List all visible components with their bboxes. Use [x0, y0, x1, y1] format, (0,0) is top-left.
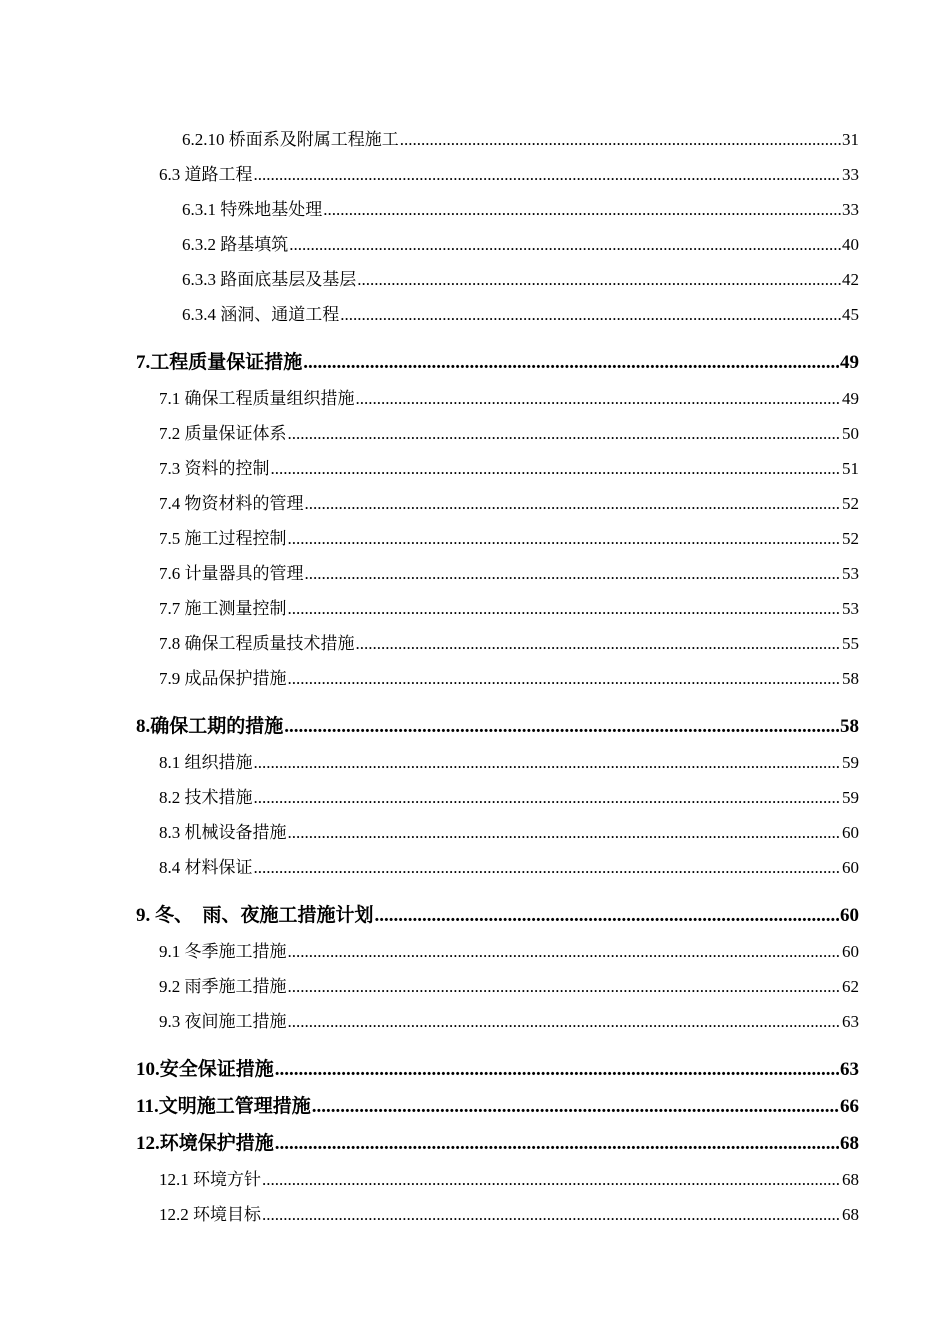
- dot-leader: [340, 297, 841, 332]
- toc-entry-label: 9.2 雨季施工措施: [159, 977, 287, 996]
- dot-leader: [356, 381, 842, 416]
- toc-entry[interactable]: [136, 381, 859, 416]
- toc-chapter-label: 8.确保工期的措施: [136, 716, 284, 737]
- toc-entry-page: 45: [842, 305, 859, 324]
- toc-entry-page: 60: [842, 942, 859, 961]
- toc-entry-label: 6.3.3 路面底基层及基层: [182, 270, 357, 289]
- toc-chapter[interactable]: [136, 1051, 859, 1088]
- toc-entry-label: 12.1 环境方针: [159, 1170, 261, 1189]
- toc-entry-label: 7.8 确保工程质量技术措施: [159, 634, 355, 653]
- toc-entry[interactable]: [136, 591, 859, 626]
- toc-entry-label: 12.2 环境目标: [159, 1205, 261, 1224]
- toc-entry-label: 8.2 技术措施: [159, 788, 253, 807]
- toc-entry-page: 52: [842, 529, 859, 548]
- toc-entry-label: 6.3 道路工程: [159, 165, 253, 184]
- toc-chapter-page: 49: [840, 352, 859, 373]
- toc-chapter[interactable]: [136, 344, 859, 381]
- toc-entry-label: 7.1 确保工程质量组织措施: [159, 389, 355, 408]
- dot-leader: [288, 591, 842, 626]
- toc-entry-page: 60: [842, 858, 859, 877]
- toc-entry[interactable]: [136, 297, 859, 332]
- dot-leader: [275, 1051, 839, 1088]
- dot-leader: [288, 934, 842, 969]
- toc-chapter-label: 9. 冬、 雨、夜施工措施计划: [136, 905, 374, 926]
- dot-leader: [284, 708, 839, 745]
- dot-leader: [305, 486, 842, 521]
- dot-leader: [288, 521, 842, 556]
- dot-leader: [275, 1125, 839, 1162]
- toc-entry[interactable]: [136, 850, 859, 885]
- dot-leader: [312, 1088, 839, 1125]
- dot-leader: [271, 451, 842, 486]
- toc-entry[interactable]: [136, 969, 859, 1004]
- toc-chapter-label: 7.工程质量保证措施: [136, 352, 303, 373]
- toc-entry-label: 8.1 组织措施: [159, 753, 253, 772]
- toc-entry-page: 33: [842, 165, 859, 184]
- toc-entry-label: 8.3 机械设备措施: [159, 823, 287, 842]
- toc-chapter-page: 66: [840, 1096, 859, 1117]
- dot-leader: [288, 416, 842, 451]
- dot-leader: [254, 850, 842, 885]
- toc-entry-label: 7.5 施工过程控制: [159, 529, 287, 548]
- toc-entry-page: 63: [842, 1012, 859, 1031]
- dot-leader: [288, 661, 842, 696]
- toc-entry[interactable]: [136, 934, 859, 969]
- dot-leader: [254, 780, 842, 815]
- toc-entry[interactable]: [136, 815, 859, 850]
- toc-entry[interactable]: [136, 192, 859, 227]
- table-of-contents: [136, 122, 859, 1232]
- toc-entry-page: 40: [842, 235, 859, 254]
- dot-leader: [289, 227, 841, 262]
- toc-entry-label: 6.3.1 特殊地基处理: [182, 200, 323, 219]
- toc-entry-label: 7.3 资料的控制: [159, 459, 270, 478]
- dot-leader: [357, 262, 841, 297]
- toc-entry-label: 9.3 夜间施工措施: [159, 1012, 287, 1031]
- toc-entry-page: 51: [842, 459, 859, 478]
- toc-entry-page: 58: [842, 669, 859, 688]
- toc-chapter-page: 68: [840, 1133, 859, 1154]
- toc-chapter[interactable]: [136, 1088, 859, 1125]
- toc-entry[interactable]: [136, 1004, 859, 1039]
- toc-chapter-label: 12.环境保护措施: [136, 1133, 274, 1154]
- toc-entry-page: 50: [842, 424, 859, 443]
- dot-leader: [375, 897, 839, 934]
- toc-chapter[interactable]: [136, 708, 859, 745]
- toc-entry-label: 7.6 计量器具的管理: [159, 564, 304, 583]
- dot-leader: [262, 1162, 841, 1197]
- toc-entry-page: 55: [842, 634, 859, 653]
- toc-entry-label: 9.1 冬季施工措施: [159, 942, 287, 961]
- dot-leader: [288, 1004, 842, 1039]
- toc-entry-page: 52: [842, 494, 859, 513]
- toc-entry-page: 53: [842, 564, 859, 583]
- toc-entry-page: 31: [842, 130, 859, 149]
- toc-entry-label: 6.3.4 涵洞、通道工程: [182, 305, 340, 324]
- toc-chapter-label: 10.安全保证措施: [136, 1059, 274, 1080]
- toc-entry-page: 49: [842, 389, 859, 408]
- toc-entry[interactable]: [136, 122, 859, 157]
- toc-entry-label: 7.9 成品保护措施: [159, 669, 287, 688]
- dot-leader: [356, 626, 842, 661]
- toc-entry[interactable]: [136, 1162, 859, 1197]
- toc-entry-label: 7.4 物资材料的管理: [159, 494, 304, 513]
- dot-leader: [254, 157, 842, 192]
- toc-entry-label: 7.7 施工测量控制: [159, 599, 287, 618]
- toc-entry[interactable]: [136, 227, 859, 262]
- toc-entry-page: 60: [842, 823, 859, 842]
- toc-entry-page: 53: [842, 599, 859, 618]
- toc-entry[interactable]: [136, 1197, 859, 1232]
- dot-leader: [323, 192, 841, 227]
- toc-chapter-label: 11.文明施工管理措施: [136, 1096, 311, 1117]
- toc-chapter[interactable]: [136, 897, 859, 934]
- toc-entry[interactable]: [136, 780, 859, 815]
- dot-leader: [305, 556, 842, 591]
- toc-entry-label: 7.2 质量保证体系: [159, 424, 287, 443]
- dot-leader: [262, 1197, 841, 1232]
- toc-entry-page: 33: [842, 200, 859, 219]
- toc-entry-page: 59: [842, 788, 859, 807]
- toc-entry-label: 8.4 材料保证: [159, 858, 253, 877]
- toc-entry[interactable]: [136, 556, 859, 591]
- toc-entry[interactable]: [136, 745, 859, 780]
- dot-leader: [288, 969, 842, 1004]
- toc-entry-page: 62: [842, 977, 859, 996]
- toc-chapter-page: 60: [840, 905, 859, 926]
- toc-chapter[interactable]: [136, 1125, 859, 1162]
- toc-entry[interactable]: [136, 521, 859, 556]
- toc-chapter-page: 58: [840, 716, 859, 737]
- toc-entry-page: 68: [842, 1205, 859, 1224]
- toc-entry-page: 68: [842, 1170, 859, 1189]
- dot-leader: [288, 815, 842, 850]
- toc-entry-page: 59: [842, 753, 859, 772]
- dot-leader: [303, 344, 839, 381]
- toc-entry[interactable]: [136, 262, 859, 297]
- toc-chapter-page: 63: [840, 1059, 859, 1080]
- toc-entry[interactable]: [136, 157, 859, 192]
- dot-leader: [400, 122, 841, 157]
- toc-entry-label: 6.2.10 桥面系及附属工程施工: [182, 130, 399, 149]
- toc-entry[interactable]: [136, 486, 859, 521]
- toc-entry[interactable]: [136, 661, 859, 696]
- toc-entry[interactable]: [136, 416, 859, 451]
- toc-entry-page: 42: [842, 270, 859, 289]
- dot-leader: [254, 745, 842, 780]
- toc-entry[interactable]: [136, 626, 859, 661]
- toc-entry-label: 6.3.2 路基填筑: [182, 235, 289, 254]
- toc-entry[interactable]: [136, 451, 859, 486]
